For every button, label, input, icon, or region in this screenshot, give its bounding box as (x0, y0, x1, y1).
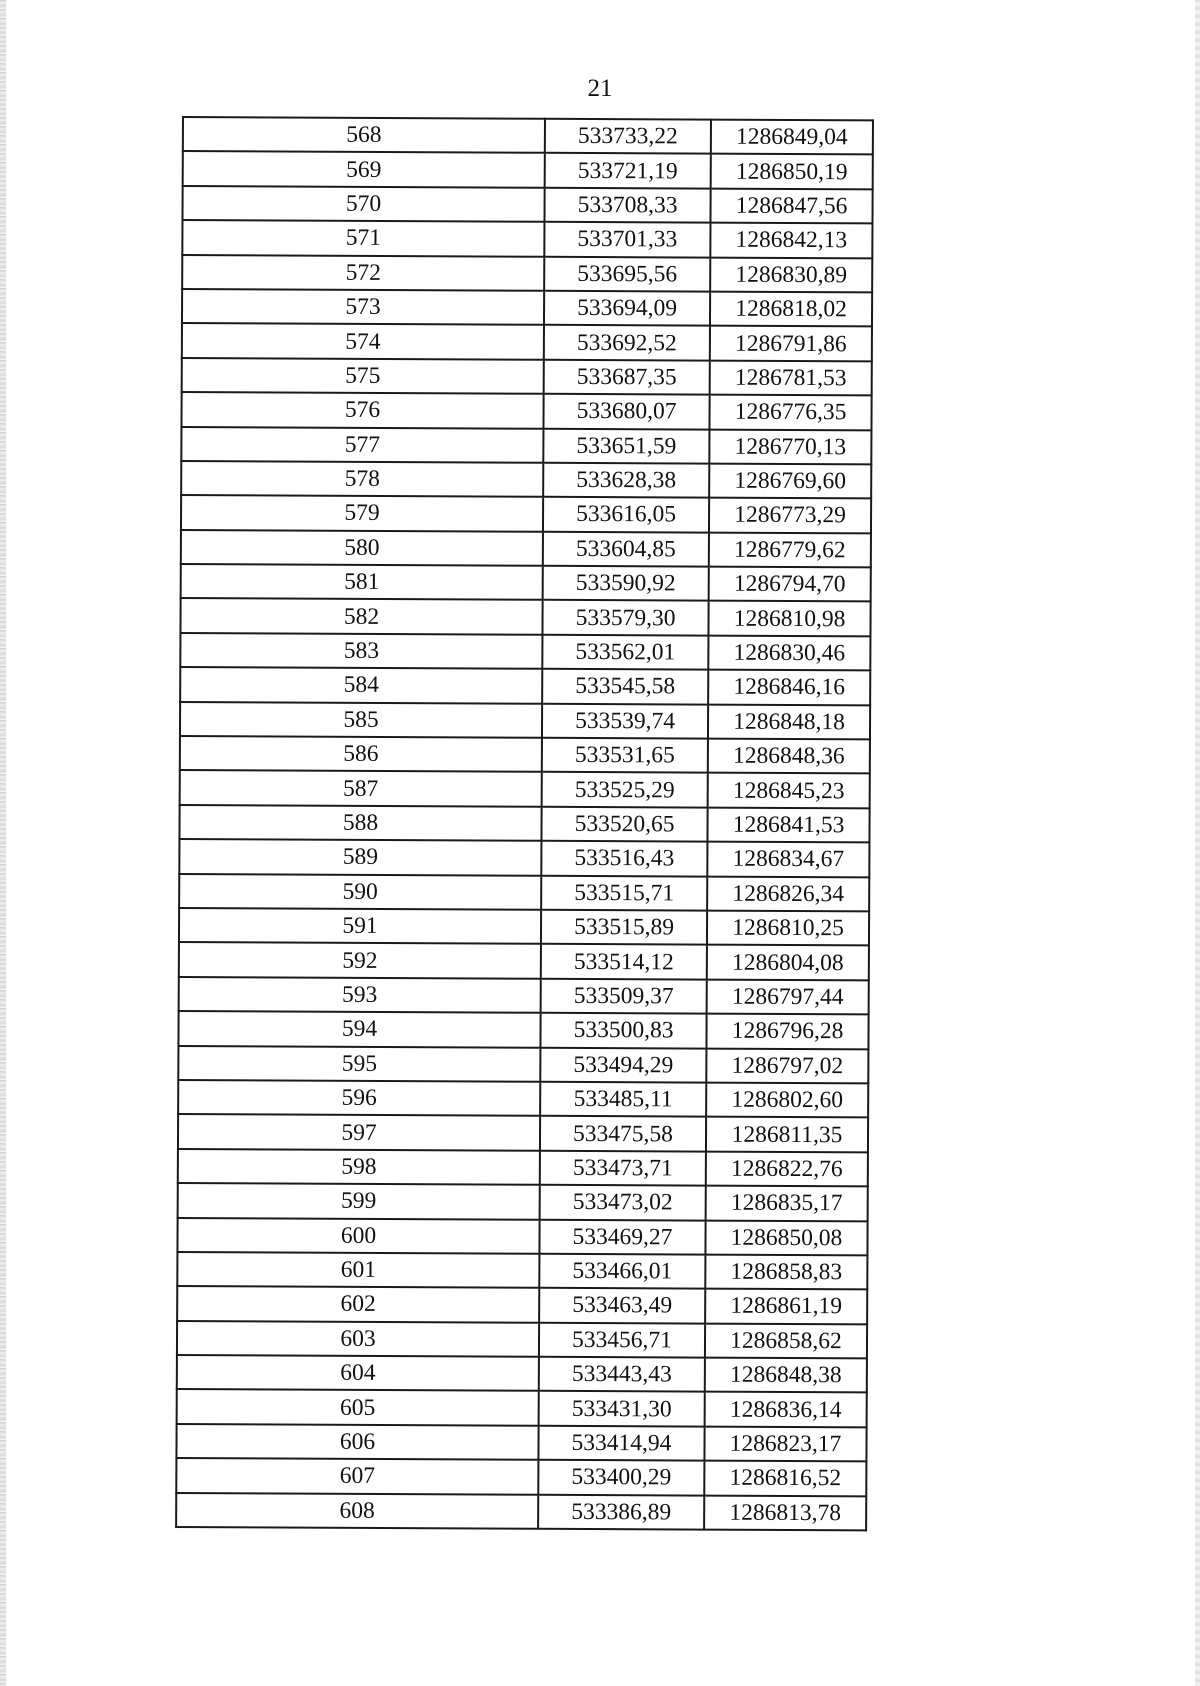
table-row (179, 805, 869, 843)
y-coordinate-cell: 1286858,62 (705, 1323, 867, 1358)
point-number-cell: 599 (178, 1183, 540, 1219)
point-number-cell: 605 (177, 1389, 539, 1425)
x-coordinate-cell: 533475,58 (540, 1116, 706, 1151)
y-coordinate-cell: 1286802,60 (706, 1083, 868, 1118)
x-coordinate-cell: 533515,89 (541, 910, 707, 945)
y-coordinate-cell: 1286816,52 (704, 1461, 866, 1496)
y-coordinate-cell: 1286796,28 (706, 1014, 868, 1049)
table-row (179, 874, 869, 912)
point-number-cell: 588 (179, 805, 541, 841)
x-coordinate-cell: 533616,05 (543, 497, 709, 532)
x-coordinate-cell: 533694,09 (544, 291, 710, 326)
table-row (178, 1046, 868, 1084)
x-coordinate-cell: 533443,43 (539, 1357, 705, 1392)
scan-edge-right (1195, 0, 1200, 1686)
y-coordinate-cell: 1286822,76 (706, 1151, 868, 1186)
table-row (176, 1493, 866, 1531)
y-coordinate-cell: 1286781,53 (710, 360, 872, 395)
table-row (178, 1149, 868, 1187)
table-row (180, 702, 870, 740)
x-coordinate-cell: 533463,49 (539, 1288, 705, 1323)
x-coordinate-cell: 533692,52 (544, 325, 710, 360)
point-number-cell: 581 (181, 564, 543, 600)
x-coordinate-cell: 533509,37 (541, 979, 707, 1014)
point-number-cell: 570 (182, 186, 544, 222)
x-coordinate-cell: 533414,94 (538, 1426, 704, 1461)
table-row (176, 1458, 866, 1496)
x-coordinate-cell: 533531,65 (542, 738, 708, 773)
y-coordinate-cell: 1286836,14 (705, 1392, 867, 1427)
point-number-cell: 577 (181, 427, 543, 463)
y-coordinate-cell: 1286830,89 (710, 257, 872, 292)
y-coordinate-cell: 1286830,46 (708, 635, 870, 670)
point-number-cell: 597 (178, 1114, 540, 1150)
table-row (176, 1424, 866, 1462)
y-coordinate-cell: 1286773,29 (709, 498, 871, 533)
table-row (177, 1389, 867, 1427)
table-row (178, 1114, 868, 1152)
table-row (177, 1217, 867, 1255)
y-coordinate-cell: 1286848,36 (708, 739, 870, 774)
point-number-cell: 604 (177, 1355, 539, 1391)
table-row (179, 942, 869, 980)
x-coordinate-cell: 533473,71 (540, 1150, 706, 1185)
x-coordinate-cell: 533562,01 (542, 635, 708, 670)
x-coordinate-cell: 533590,92 (543, 566, 709, 601)
point-number-cell: 575 (182, 358, 544, 394)
y-coordinate-cell: 1286846,16 (708, 670, 870, 705)
y-coordinate-cell: 1286841,53 (707, 807, 869, 842)
point-number-cell: 601 (177, 1252, 539, 1288)
point-number-cell: 607 (176, 1458, 538, 1494)
point-number-cell: 596 (178, 1080, 540, 1116)
x-coordinate-cell: 533695,56 (544, 256, 710, 291)
y-coordinate-cell: 1286850,19 (711, 154, 873, 189)
x-coordinate-cell: 533708,33 (544, 188, 710, 223)
table-row (180, 667, 870, 705)
x-coordinate-cell: 533400,29 (538, 1460, 704, 1495)
y-coordinate-cell: 1286810,25 (707, 911, 869, 946)
x-coordinate-cell: 533494,29 (540, 1047, 706, 1082)
table-row (178, 1080, 868, 1118)
x-coordinate-cell: 533579,30 (542, 600, 708, 635)
x-coordinate-cell: 533525,29 (542, 772, 708, 807)
x-coordinate-cell: 533701,33 (544, 222, 710, 257)
x-coordinate-cell: 533516,43 (541, 841, 707, 876)
point-number-cell: 594 (178, 1011, 540, 1047)
table-row (181, 495, 871, 533)
x-coordinate-cell: 533604,85 (543, 531, 709, 566)
point-number-cell: 585 (180, 702, 542, 738)
point-number-cell: 580 (181, 530, 543, 566)
point-number-cell: 590 (179, 874, 541, 910)
point-number-cell: 592 (179, 942, 541, 978)
point-number-cell: 589 (179, 839, 541, 875)
x-coordinate-cell: 533386,89 (538, 1494, 704, 1529)
x-coordinate-cell: 533485,11 (540, 1082, 706, 1117)
point-number-cell: 576 (181, 392, 543, 428)
x-coordinate-cell: 533466,01 (539, 1254, 705, 1289)
point-number-cell: 573 (182, 289, 544, 325)
table-row (181, 530, 871, 568)
y-coordinate-cell: 1286849,04 (711, 120, 873, 155)
table-row (179, 908, 869, 946)
table-row (182, 186, 872, 224)
table-row (182, 323, 872, 361)
y-coordinate-cell: 1286834,67 (707, 842, 869, 877)
table-row (177, 1252, 867, 1290)
y-coordinate-cell: 1286848,18 (708, 704, 870, 739)
table-row (183, 117, 873, 155)
y-coordinate-cell: 1286858,83 (705, 1254, 867, 1289)
y-coordinate-cell: 1286770,13 (709, 429, 871, 464)
point-number-cell: 583 (180, 633, 542, 669)
y-coordinate-cell: 1286794,70 (709, 567, 871, 602)
table-row (183, 151, 873, 189)
coordinates-table (175, 116, 874, 1531)
table-row (178, 1183, 868, 1221)
table-row (180, 598, 870, 636)
x-coordinate-cell: 533520,65 (541, 807, 707, 842)
y-coordinate-cell: 1286791,86 (710, 326, 872, 361)
point-number-cell: 586 (180, 736, 542, 772)
point-number-cell: 608 (176, 1493, 538, 1529)
point-number-cell: 574 (182, 323, 544, 359)
point-number-cell: 595 (178, 1046, 540, 1082)
point-number-cell: 603 (177, 1321, 539, 1357)
coordinates-table-body (176, 117, 873, 1530)
table-row (181, 564, 871, 602)
point-number-cell: 582 (180, 598, 542, 634)
point-number-cell: 606 (176, 1424, 538, 1460)
table-row (181, 461, 871, 499)
y-coordinate-cell: 1286850,08 (705, 1220, 867, 1255)
y-coordinate-cell: 1286845,23 (708, 773, 870, 808)
x-coordinate-cell: 533680,07 (543, 394, 709, 429)
y-coordinate-cell: 1286861,19 (705, 1289, 867, 1324)
page-number: 21 (587, 75, 613, 102)
table-row (177, 1355, 867, 1393)
x-coordinate-cell: 533514,12 (541, 944, 707, 979)
x-coordinate-cell: 533456,71 (539, 1322, 705, 1357)
point-number-cell: 584 (180, 667, 542, 703)
y-coordinate-cell: 1286848,38 (705, 1358, 867, 1393)
table-row (180, 736, 870, 774)
x-coordinate-cell: 533431,30 (539, 1391, 705, 1426)
x-coordinate-cell: 533500,83 (540, 1013, 706, 1048)
table-row (178, 1011, 868, 1049)
y-coordinate-cell: 1286811,35 (706, 1117, 868, 1152)
table-row (179, 839, 869, 877)
y-coordinate-cell: 1286835,17 (706, 1186, 868, 1221)
y-coordinate-cell: 1286779,62 (709, 532, 871, 567)
point-number-cell: 578 (181, 461, 543, 497)
table-row (180, 770, 870, 808)
point-number-cell: 602 (177, 1286, 539, 1322)
x-coordinate-cell: 533628,38 (543, 463, 709, 498)
table-row (182, 220, 872, 258)
table-row (179, 977, 869, 1015)
y-coordinate-cell: 1286776,35 (709, 395, 871, 430)
point-number-cell: 593 (179, 977, 541, 1013)
point-number-cell: 572 (182, 255, 544, 291)
scan-edge-left (0, 0, 6, 1686)
y-coordinate-cell: 1286769,60 (709, 463, 871, 498)
point-number-cell: 600 (177, 1217, 539, 1253)
table-row (181, 392, 871, 430)
x-coordinate-cell: 533539,74 (542, 703, 708, 738)
x-coordinate-cell: 533469,27 (539, 1219, 705, 1254)
y-coordinate-cell: 1286842,13 (710, 223, 872, 258)
table-row (177, 1286, 867, 1324)
x-coordinate-cell: 533473,02 (540, 1185, 706, 1220)
table-row (181, 427, 871, 465)
x-coordinate-cell: 533721,19 (545, 153, 711, 188)
x-coordinate-cell: 533545,58 (542, 669, 708, 704)
y-coordinate-cell: 1286810,98 (708, 601, 870, 636)
y-coordinate-cell: 1286826,34 (707, 876, 869, 911)
point-number-cell: 598 (178, 1149, 540, 1185)
table-row (180, 633, 870, 671)
y-coordinate-cell: 1286804,08 (707, 945, 869, 980)
table-row (182, 358, 872, 396)
x-coordinate-cell: 533515,71 (541, 875, 707, 910)
x-coordinate-cell: 533733,22 (545, 119, 711, 154)
point-number-cell: 579 (181, 495, 543, 531)
table-row (182, 255, 872, 293)
point-number-cell: 569 (183, 151, 545, 187)
y-coordinate-cell: 1286813,78 (704, 1495, 866, 1530)
y-coordinate-cell: 1286818,02 (710, 292, 872, 327)
y-coordinate-cell: 1286797,44 (707, 979, 869, 1014)
x-coordinate-cell: 533651,59 (543, 428, 709, 463)
y-coordinate-cell: 1286847,56 (710, 188, 872, 223)
table-row (177, 1321, 867, 1359)
y-coordinate-cell: 1286797,02 (706, 1048, 868, 1083)
point-number-cell: 568 (183, 117, 545, 153)
x-coordinate-cell: 533687,35 (544, 360, 710, 395)
point-number-cell: 591 (179, 908, 541, 944)
point-number-cell: 587 (180, 770, 542, 806)
y-coordinate-cell: 1286823,17 (704, 1426, 866, 1461)
table-row (182, 289, 872, 327)
point-number-cell: 571 (182, 220, 544, 256)
